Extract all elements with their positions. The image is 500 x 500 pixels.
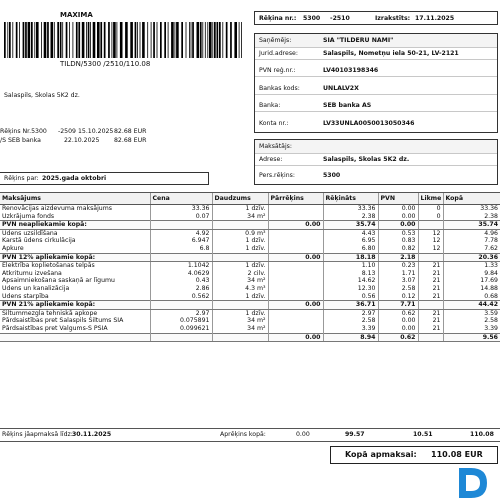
table-cell: 0.075891	[150, 317, 212, 325]
table-cell: Uzkrājuma fonds	[2, 212, 55, 220]
table-cell: 2.58	[323, 317, 378, 325]
subtotal-cell	[418, 253, 443, 262]
col-header: Daudzums	[212, 193, 268, 205]
table-cell: Apsaimniekošana saskaņā ar līgumu	[2, 277, 115, 285]
table-row	[0, 270, 500, 278]
subtotal-cell: 7.71	[378, 301, 418, 310]
table-cell: 1.71	[378, 270, 418, 278]
recipient-row	[255, 83, 497, 95]
prev-payment-ref: 22.10.2025	[64, 137, 100, 144]
amount-due-box	[330, 446, 498, 464]
col-header: Cena	[150, 193, 212, 205]
table-cell: 3.39	[323, 325, 378, 333]
table-cell: 4.96	[443, 229, 500, 237]
table-cell: Pārdsaistības pret Salaspils Siltums SIA	[2, 317, 124, 325]
payer-value: 5300	[323, 172, 341, 179]
table-cell: 2.97	[323, 309, 378, 317]
subtotal-cell: 9.56	[443, 333, 500, 342]
table-cell: 6.8	[150, 245, 212, 253]
subtotal-cell: 0.00	[268, 301, 323, 310]
table-cell: 7.62	[443, 245, 500, 253]
payer-label: Pers.rēķins:	[259, 172, 295, 179]
subtotal-cell	[418, 301, 443, 310]
subtotal-cell: 44.42	[443, 301, 500, 310]
subtotal-cell	[212, 253, 268, 262]
table-cell: 21	[418, 293, 443, 301]
period-box	[0, 172, 209, 185]
prev-invoice-amount: 82.68 EUR	[114, 128, 147, 135]
due-date: 30.11.2025	[72, 431, 112, 438]
amount-due-value: 110.08 EUR	[431, 450, 483, 459]
payer-title-row	[255, 140, 497, 154]
table-cell: Elektrība koplietošanas telpās	[2, 262, 95, 270]
subtotal-row	[0, 221, 500, 230]
payer-label: Adrese:	[259, 156, 283, 163]
table-cell: 0.00	[378, 317, 418, 325]
period-label: Rēķins par:	[4, 175, 39, 182]
table-cell: 4.92	[150, 229, 212, 237]
table-cell: 12.30	[323, 285, 378, 293]
subtotal-row	[0, 333, 500, 342]
table-cell: 0.23	[378, 262, 418, 270]
table-cell: 4.0629	[150, 270, 212, 278]
table-cell: 6.947	[150, 237, 212, 245]
table-cell	[268, 229, 323, 237]
table-row	[0, 213, 500, 221]
table-cell: 0.099621	[150, 325, 212, 333]
subtotal-cell	[212, 333, 268, 342]
table-row	[0, 309, 500, 317]
table-cell: 1 dzīv.	[212, 245, 268, 253]
table-cell: 2 cilv.	[212, 270, 268, 278]
table-cell: 0.00	[378, 205, 418, 213]
table-cell: 21	[418, 262, 443, 270]
col-header: Likme	[418, 193, 443, 205]
table-cell	[268, 325, 323, 333]
subtotal-cell: 0.00	[268, 333, 323, 342]
table-cell: 1 dzīv.	[212, 237, 268, 245]
invoice-header	[254, 11, 498, 25]
table-cell: 1.33	[443, 262, 500, 270]
table-header-row	[0, 193, 500, 205]
recipient-label: Banka:	[259, 102, 281, 109]
subtotal-cell: 20.36	[443, 253, 500, 262]
table-cell: 0.62	[378, 309, 418, 317]
table-cell	[268, 309, 323, 317]
subtotal-cell: 8.94	[323, 333, 378, 342]
table-cell: 1 dzīv.	[212, 309, 268, 317]
recipient-value: UNLALV2X	[323, 85, 359, 92]
subtotal-cell	[150, 253, 212, 262]
subtotal-cell	[150, 221, 212, 230]
previous-invoices	[0, 128, 250, 146]
table-cell: 0.00	[378, 213, 418, 221]
brand-logo-icon	[455, 466, 495, 500]
table-cell	[268, 293, 323, 301]
table-cell	[268, 262, 323, 270]
col-header: Kopā	[443, 193, 500, 205]
store-name: MAXIMA	[60, 11, 93, 19]
table-cell: Apkure	[2, 244, 24, 252]
invoice-date-label: Izrakstīts:	[375, 15, 411, 22]
table-cell: 21	[418, 270, 443, 278]
subtotal-cell: 2.18	[378, 253, 418, 262]
subtotal-row	[0, 253, 500, 262]
invoice-date: 17.11.2025	[415, 15, 455, 22]
table-cell: Ūdens starpība	[2, 292, 49, 300]
table-row	[0, 317, 500, 325]
subtotal-cell: PVN 12% apliekamie kopā:	[0, 253, 150, 262]
table-cell: 21	[418, 317, 443, 325]
table-cell: 21	[418, 309, 443, 317]
subtotal-row	[0, 301, 500, 310]
table-row	[0, 237, 500, 245]
table-cell: 0	[418, 213, 443, 221]
subtotal-cell	[212, 301, 268, 310]
subtotal-cell: 35.74	[323, 221, 378, 230]
due-label: Rēķins jāapmaksā līdz:	[2, 431, 73, 438]
table-cell: Renovācijas aizdevuma maksājums	[2, 205, 112, 212]
payer-box	[254, 139, 498, 185]
left-address: Salaspils, Skolas 5K2 dz.	[4, 92, 80, 99]
table-cell: 1 dzīv.	[212, 293, 268, 301]
payer-row	[255, 154, 497, 166]
table-cell: 34 m²	[212, 213, 268, 221]
total-vat: 10.51	[413, 431, 433, 438]
table-row	[0, 285, 500, 293]
recipient-title-row	[255, 34, 497, 48]
prev-invoice-label: Rēķins Nr.5300	[0, 128, 47, 135]
charges-table	[0, 192, 500, 342]
table-cell: 33.36	[443, 205, 500, 213]
table-cell: 1 dzīv.	[212, 205, 268, 213]
table-cell: 8.13	[323, 270, 378, 278]
table-cell: 2.58	[378, 285, 418, 293]
amount-due-label: Kopā apmaksai:	[345, 450, 417, 459]
subtotal-cell: PVN 21% apliekamie kopā:	[0, 301, 150, 310]
table-cell: 3.59	[443, 309, 500, 317]
subtotal-cell: 0.62	[378, 333, 418, 342]
subtotal-cell	[418, 333, 443, 342]
table-cell: 4.43	[323, 229, 378, 237]
table-cell: 1.1042	[150, 262, 212, 270]
subtotal-cell: 0.00	[378, 221, 418, 230]
table-row	[0, 245, 500, 253]
recipient-value: LV33UNLA0050013050346	[323, 120, 415, 127]
recipient-box	[254, 33, 498, 133]
table-cell: 6.95	[323, 237, 378, 245]
col-header: Rēķināts	[323, 193, 378, 205]
recipient-title: Saņēmējs:	[259, 37, 292, 44]
table-cell	[268, 245, 323, 253]
subtotal-cell: 36.71	[323, 301, 378, 310]
table-cell: Atkritumu izvešana	[2, 269, 62, 277]
payer-row	[255, 170, 497, 181]
table-row	[0, 205, 500, 213]
table-cell: 0.82	[378, 245, 418, 253]
table-cell: 1.10	[323, 262, 378, 270]
table-row	[0, 262, 500, 270]
table-cell: 17.69	[443, 277, 500, 285]
table-cell	[268, 237, 323, 245]
table-cell: 6.80	[323, 245, 378, 253]
recipient-row	[255, 100, 497, 112]
table-cell: 12	[418, 245, 443, 253]
total-calc: 99.57	[345, 431, 365, 438]
table-cell: 0.83	[378, 237, 418, 245]
recipient-row	[255, 48, 497, 60]
table-cell: Pārdsaistības pret Valgums-S PSIA	[2, 324, 108, 332]
table-cell: 14.62	[323, 277, 378, 285]
recipient-value: Salaspils, Nometņu iela 50-21, LV-2121	[323, 50, 459, 57]
table-cell: 34 m²	[212, 325, 268, 333]
table-cell	[268, 317, 323, 325]
barcode-text: TILDN/5300 /2510/110.08	[60, 60, 151, 68]
payer-value: Salaspils, Skolas 5K2 dz.	[323, 156, 410, 163]
recipient-value: SEB banka AS	[323, 102, 372, 109]
subtotal-cell	[150, 333, 212, 342]
recipient-name: SIA "TILDERU NAMI"	[323, 37, 394, 44]
table-cell: 2.38	[443, 213, 500, 221]
table-cell: 12	[418, 229, 443, 237]
recipient-label: Konta nr.:	[259, 120, 289, 127]
table-cell: 0.9 m³	[212, 229, 268, 237]
total-parr: 0.00	[296, 431, 310, 438]
table-cell: 0.00	[378, 325, 418, 333]
table-cell: 0.56	[323, 293, 378, 301]
table-row	[0, 229, 500, 237]
table-cell: 9.84	[443, 270, 500, 278]
recipient-label: Jurid.adrese:	[259, 50, 298, 57]
table-cell: 3.39	[443, 325, 500, 333]
table-cell: 0.53	[378, 229, 418, 237]
table-cell: 21	[418, 277, 443, 285]
prev-payment-amount: 82.68 EUR	[114, 137, 147, 144]
subtotal-cell	[0, 333, 150, 342]
payer-title: Maksātājs:	[259, 143, 292, 150]
table-cell: 0.07	[150, 213, 212, 221]
table-cell: 0	[418, 205, 443, 213]
table-cell: 34 m²	[212, 317, 268, 325]
table-cell: 3.07	[378, 277, 418, 285]
table-cell	[268, 213, 323, 221]
invoice-nr-a: 5300	[303, 15, 321, 22]
table-cell: 33.36	[323, 205, 378, 213]
subtotal-cell: 35.74	[443, 221, 500, 230]
prev-invoice-ref: -2509 15.10.2025	[58, 128, 114, 135]
table-cell	[268, 205, 323, 213]
table-cell: 21	[418, 285, 443, 293]
table-cell: 4.3 m³	[212, 285, 268, 293]
barcode	[4, 22, 244, 58]
table-row	[0, 293, 500, 301]
table-cell: 2.38	[323, 213, 378, 221]
table-cell: 0.68	[443, 293, 500, 301]
totals-row	[0, 428, 500, 442]
table-cell: 14.88	[443, 285, 500, 293]
table-cell: Siltummezgla tehniskā apkope	[2, 309, 98, 317]
invoice-nr-label: Rēķina nr.:	[259, 15, 297, 22]
recipient-label: PVN reģ.nr.:	[259, 67, 296, 74]
table-cell: 0.562	[150, 293, 212, 301]
table-cell	[268, 285, 323, 293]
table-cell: Karstā ūdens cirkulācija	[2, 237, 76, 245]
col-header: Pārrēķins	[268, 193, 323, 205]
invoice-nr-b: -2510	[330, 15, 350, 22]
recipient-label: Bankas kods:	[259, 85, 300, 92]
table-cell	[268, 277, 323, 285]
table-cell: Ūdens uzsildīšana	[2, 229, 58, 237]
table-cell: 34 m²	[212, 277, 268, 285]
subtotal-cell: 0.00	[268, 253, 323, 262]
table-cell: 2.86	[150, 285, 212, 293]
period-value: 2025.gada oktobri	[42, 175, 107, 182]
total-label: Aprēķins kopā:	[220, 431, 266, 438]
table-cell: 7.78	[443, 237, 500, 245]
table-cell: 0.12	[378, 293, 418, 301]
subtotal-cell	[418, 221, 443, 230]
table-cell: 21	[418, 325, 443, 333]
subtotal-cell	[212, 221, 268, 230]
table-cell: 0.43	[150, 277, 212, 285]
table-row	[0, 325, 500, 333]
table-cell: Ūdens un kanalizācija	[2, 284, 70, 292]
table-cell: 2.58	[443, 317, 500, 325]
col-header: PVN	[378, 193, 418, 205]
prev-payment-label: /S SEB banka	[0, 137, 41, 144]
recipient-value: LV40103198346	[323, 67, 379, 74]
table-cell: 1 dzīv.	[212, 262, 268, 270]
subtotal-cell	[150, 301, 212, 310]
table-row	[0, 277, 500, 285]
subtotal-cell: PVN neapliekamie kopā:	[0, 221, 150, 230]
subtotal-cell: 18.18	[323, 253, 378, 262]
total-sum: 110.08	[470, 431, 494, 438]
recipient-row	[255, 118, 497, 129]
table-cell	[268, 270, 323, 278]
subtotal-cell: 0.00	[268, 221, 323, 230]
table-cell: 12	[418, 237, 443, 245]
table-cell: 33.36	[150, 205, 212, 213]
recipient-row	[255, 65, 497, 77]
col-header: Maksājums	[0, 193, 150, 205]
table-cell: 2.97	[150, 309, 212, 317]
